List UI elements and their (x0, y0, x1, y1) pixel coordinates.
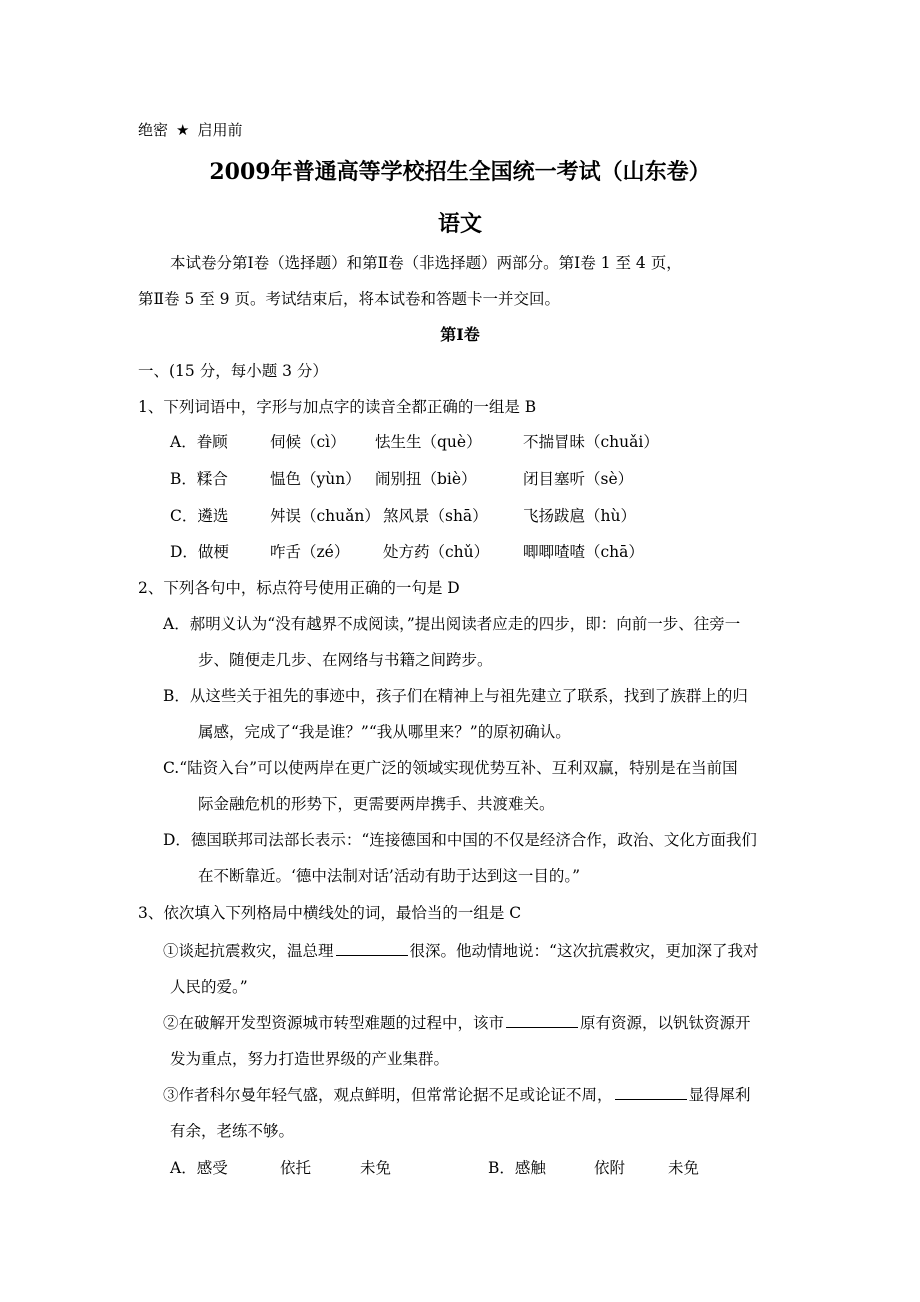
q1-c-word-4: 飞扬跋扈（hù） (523, 507, 636, 525)
q2-option-a-line-1: A．郝明义认为“没有越界不成阅读，”提出阅读者应走的四步，即：向前一步、往旁一 (163, 615, 741, 633)
q3-sentence-2-line-1 (163, 1013, 751, 1033)
q1-d-word-2: 咋舌（zé） (270, 543, 350, 561)
q1-d-word-3: 处方药（chǔ） (383, 543, 490, 561)
q3-sentence-3-line-2: 有余，老练不够。 (170, 1122, 295, 1140)
section-heading: 一、(15 分，每小题 3 分） (138, 362, 328, 380)
q3-s1-part-a: ①谈起抗震救灾，温总理 (163, 942, 334, 960)
q1-b-word-2: 愠色（yùn） (270, 470, 361, 488)
q1-c-word-2: 舛误（chuǎn） (270, 507, 380, 525)
question-2-stem: 2、下列各句中，标点符号使用正确的一句是 D (138, 579, 460, 597)
q3-s3-part-a: ③作者科尔曼年轻气盛，观点鲜明，但常常论据不足或论证不周， (163, 1086, 613, 1104)
q3-option-a-word-1: A．感受 (170, 1159, 228, 1177)
q1-a-word-3: 怯生生（què） (375, 433, 482, 451)
q1-a-word-4: 不揣冒昧（chuǎi） (523, 433, 659, 451)
q2-option-c-line-2: 际金融危机的形势下，更需要两岸携手、共渡难关。 (198, 795, 555, 813)
q1-b-word-3: 闹别扭（biè） (375, 470, 477, 488)
q3-sentence-2-line-2: 发为重点，努力打造世界级的产业集群。 (170, 1050, 450, 1068)
volume-title: 第Ⅰ卷 (440, 325, 480, 344)
q2-option-d-line-2: 在不断靠近。‘德中法制对话’活动有助于达到这一目的。” (198, 867, 581, 885)
intro-line-2: 第Ⅱ卷 5 至 9 页。考试结束后，将本试卷和答题卡一并交回。 (138, 290, 560, 308)
q3-option-b-word-1: B．感触 (488, 1159, 546, 1177)
q3-s3-part-b: 显得犀利 (688, 1086, 751, 1104)
q1-c-word: C．遴选 (170, 507, 229, 525)
fill-blank-2 (506, 1013, 578, 1028)
question-1-stem: 1、下列词语中，字形与加点字的读音全都正确的一组是 B (138, 398, 537, 416)
q3-s2-part-b: 原有资源，以钒钛资源开 (580, 1014, 751, 1032)
subject-title: 语文 (437, 211, 482, 237)
q3-s1-part-b: 很深。他动情地说：“这次抗震救灾，更加深了我对 (409, 942, 759, 960)
q3-option-a-word-2: 依托 (280, 1159, 312, 1177)
confidential-label (138, 120, 242, 140)
q3-s2-part-a: ②在破解开发型资源城市转型难题的过程中，该市 (163, 1014, 505, 1032)
q2-option-d-line-1: D．德国联邦司法部长表示：“连接德国和中国的不仅是经济合作，政治、文化方面我们 (163, 831, 757, 849)
fill-blank-3 (615, 1085, 687, 1100)
q1-d-word: D．做梗 (170, 543, 229, 561)
q2-option-a-line-2: 步、随便走几步、在网络与书籍之间跨步。 (198, 651, 493, 669)
q2-option-c-line-1: C.“陆资入台”可以使两岸在更广泛的领域实现优势互补、互利双赢，特别是在当前国 (163, 759, 738, 777)
q3-option-a-word-3: 未免 (360, 1159, 392, 1177)
q1-b-word-4: 闭目塞听（sè） (523, 470, 634, 488)
question-3-stem: 3、依次填入下列格局中横线处的词，最恰当的一组是 C (138, 904, 522, 922)
q1-a-word-2: 伺候（cì） (270, 433, 346, 451)
q1-d-word-4: 唧唧喳喳（chā） (523, 543, 644, 561)
q2-option-b-line-1: B．从这些关于祖先的事迹中，孩子们在精神上与祖先建立了联系，找到了族群上的归 (163, 687, 748, 705)
intro-line-1: 本试卷分第Ⅰ卷（选择题）和第Ⅱ卷（非选择题）两部分。第Ⅰ卷 1 至 4 页， (170, 254, 682, 272)
q1-b-word: B．糅合 (170, 470, 228, 488)
q1-a-word: A．眷顾 (170, 433, 228, 451)
star-icon: ★ (176, 121, 190, 139)
exam-title: 2009年普通高等学校招生全国统一考试（山东卷） (209, 159, 711, 185)
before-use-text: 启用前 (197, 121, 243, 139)
q3-sentence-1-line-2: 人民的爱。” (170, 978, 248, 996)
q2-option-b-line-2: 属感，完成了“我是谁？”“我从哪里来？”的原初确认。 (198, 723, 571, 741)
q3-option-b-word-2: 依附 (594, 1159, 626, 1177)
secret-text: 绝密 (138, 121, 169, 139)
q3-sentence-1-line-1 (163, 941, 758, 961)
q3-option-b-word-3: 未免 (668, 1159, 700, 1177)
fill-blank-1 (336, 941, 408, 956)
q3-sentence-3-line-1 (163, 1085, 751, 1105)
q1-c-word-3: 煞风景（shā） (383, 507, 488, 525)
